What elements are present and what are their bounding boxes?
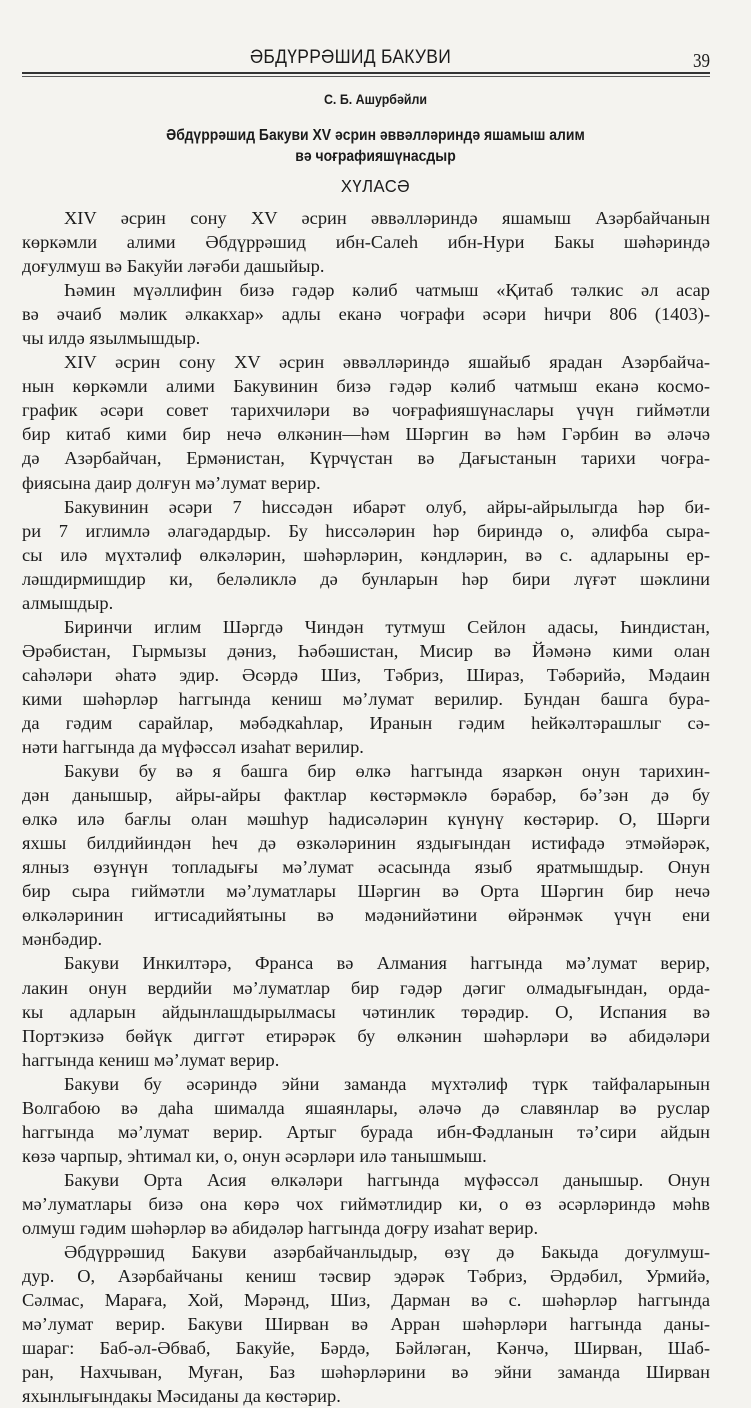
- text-line: Әрәбистан, Гырмызы дәниз, Һәбәшистан, Мисир вә Йәмәнә кими олан: [22, 640, 710, 661]
- header-rule: [22, 72, 710, 74]
- text-line: яхынлығындакы Мәсиданы да көстәрир.: [22, 1386, 341, 1407]
- text-line: көркәмли алими Әбдүррәшид ибн-Салеһ ибн-Нури Бакы шәһәриндә: [22, 232, 710, 253]
- text-line: Бакуви бу әсәриндә эйни заманда мүхтәлиф түрк тайфаларынын: [64, 1073, 710, 1094]
- text-line: шараг: Баб-әл-Әбваб, Бакуйе, Бәрдә, Бәйләган, Кәнчә, Ширван, Шаб-: [22, 1338, 710, 1359]
- text-line: дән данышыр, айры-айры фактлар көстәрмәклә бәрабәр, бә’зән дә бу: [22, 785, 710, 806]
- running-title: ӘБДҮРРӘШИД БАКУВИ: [250, 47, 452, 68]
- text-line: Әбдүррәшид Бакуви азәрбайчанлыдыр, өзү дә Бакыда доғулмуш-: [64, 1242, 710, 1263]
- text-line: чы илдә язылмышдыр.: [22, 328, 201, 349]
- text-line: Бакуви Инкилтәрә, Франса вә Алмания һаггында мә’лумат верир,: [64, 953, 710, 974]
- paragraph: [22, 1072, 710, 1168]
- text-line: Биринчи иглим Шәргдә Чиндән тутмуш Сейлон адасы, Һиндистан,: [64, 616, 710, 637]
- text-line: график әсәри совет тарихчиләри вә чоғрафияшүнаслары үчүн гиймәтли: [22, 400, 710, 421]
- text-line: кими шәһәрләр һаггында кениш мә’лумат верилир. Бундан башга бура-: [22, 688, 710, 709]
- text-line: нын көркәмли алими Бакувинин бизә гәдәр кәлиб чатмыш еканә космо-: [22, 376, 710, 397]
- text-line: яхшы билдийиндән һеч дә өзкәләринин яздығындан истифадә этмәйәрәк,: [22, 833, 710, 854]
- article-title: [0, 125, 751, 167]
- text-line: өлкә илә бағлы олан мәшһур һадисәләрин күнүнү көстәрир. О, Шәрги: [22, 809, 710, 830]
- text-line: дә Азәрбайчан, Ермәнистан, Күрчүстан вә Дағыстанын тарихи чоғра-: [22, 448, 710, 469]
- text-line: һаггында кениш мә’лумат верир.: [22, 1049, 280, 1070]
- paragraph: [22, 278, 710, 350]
- text-line: саһәләри әһатә эдир. Әсәрдә Шиз, Тәбриз, Шираз, Тәбәрийә, Мәдаин: [22, 664, 710, 685]
- text-line: ран, Нахчыван, Муған, Баз шәһәрләрини вә эйни заманда Ширван: [22, 1362, 710, 1383]
- text-line: көзә чарпыр, эһтимал ки, о, онун әсәрләри илә танышмыш.: [22, 1145, 487, 1166]
- page-number: 39: [693, 50, 710, 72]
- text-line: кы адларын айдынлашдырылмасы чәтинлик төрәдир. О, Испания вә: [22, 1001, 710, 1022]
- header-rule-thin: [22, 76, 710, 77]
- text-line: Бакувинин әсәри 7 һиссәдән ибарәт олуб, айры-айрылыгда һәр би-: [64, 496, 710, 517]
- text-line: һаггында мә’лумат верир. Артыг бурада ибн-Фәдланын тә’сири айдын: [22, 1121, 710, 1142]
- paragraph: [22, 951, 710, 1071]
- text-line: бир китаб кими бир нечә өлкәнин—һәм Шәргин вә һәм Гәрбин вә әләчә: [22, 424, 710, 445]
- text-line: нәти һаггында да мүфәссәл изаһат верилир.: [22, 737, 364, 758]
- text-line: дур. О, Азәрбайчаны кениш тәсвир эдәрәк Тәбриз, Әрдәбил, Урмийә,: [22, 1266, 710, 1287]
- text-line: Бакуви бу вә я башга бир өлкә һаггында язаркән онун тарихин-: [64, 761, 710, 782]
- text-line: бир сыра гиймәтли мә’луматлары Шәргин вә Орта Шәргин бир нечә: [22, 881, 710, 902]
- article-title-line: вә чоғрафияшүнасдыр: [295, 148, 456, 165]
- paragraph: [22, 350, 710, 494]
- text-line: ялныз өзүнүн топладығы мә’лумат әсасында языб яратмышдыр. Онун: [22, 857, 710, 878]
- text-line: лакин онун вердийи мә’луматлар бир гәдәр дәгиг олмадығындан, орда-: [22, 977, 710, 998]
- text-line: да гәдим сарайлар, мәбәдкаһлар, Иранын гәдим һейкәлтәрашлыг сә-: [22, 712, 710, 733]
- text-line: Һәмин мүәллифин бизә гәдәр кәлиб чатмыш «Қитаб тәлкис әл асар: [64, 280, 710, 301]
- summary-heading: ХҮЛАСӘ: [340, 176, 411, 196]
- author-name: С. Б. Ашурбәйли: [323, 92, 428, 107]
- paragraph: [22, 1240, 710, 1408]
- text-line: ри 7 иглимлә әлагәдардыр. Бу һиссәләрин һәр бириндә о, әлифба сыра-: [22, 520, 710, 541]
- text-line: Портэкизә бөйүк диггәт етирәрәк бу өлкәнин шәһәрләри вә абидәләри: [22, 1025, 710, 1046]
- text-line: XIV әсрин сону XV әсрин әввәлләриндә яшамыш Азәрбайчанын: [64, 208, 710, 228]
- text-line: Волгабою вә даһа шималда яшаянлары, әләчә дә славянлар вә руслар: [22, 1097, 710, 1118]
- article-body: [22, 206, 710, 1408]
- text-line: өлкәләринин игтисадийятыны вә мәдәнийәтини өйрәнмәк үчүн ени: [22, 905, 710, 926]
- text-line: фиясына даир долғун мә’лумат верир.: [22, 472, 321, 493]
- text-line: доғулмуш вә Бакуйи ләғәби дашыйыр.: [22, 256, 325, 277]
- text-line: мә’луматлары бизә она көрә чох гиймәтлидир ки, о өз әсәрләриндә мәһв: [22, 1193, 710, 1214]
- article-title-line: Әбдүррәшид Бакуви XV әсрин әввәлләриндә яшамыш алим: [166, 127, 585, 144]
- text-line: XIV әсрин сону XV әсрин әввәлләриндә яшайыб ярадан Азәрбайча-: [64, 352, 710, 373]
- text-line: сы илә мүхтәлиф өлкәләрин, шәһәрләрин, кәндләрин, вә с. адларыны ер-: [22, 544, 710, 565]
- text-line: Сәлмас, Марағa, Хой, Мәрәнд, Шиз, Дарман вә с. шәһәрләр һаггында: [22, 1290, 710, 1311]
- paragraph: [22, 206, 710, 278]
- text-line: мәнбәдир.: [22, 929, 103, 950]
- text-line: вә әчаиб мәлик әлкакхар» адлы еканә чоғрафи әсәри һичри 806 (1403)-: [22, 304, 710, 325]
- text-line: Бакуви Орта Асия өлкәләри һаггында мүфәссәл данышыр. Онун: [64, 1169, 710, 1190]
- paragraph: [22, 495, 710, 615]
- text-line: алмышдыр.: [22, 592, 114, 613]
- paragraph: [22, 615, 710, 759]
- running-header: [22, 44, 710, 74]
- text-line: мә’лумат верир. Бакуви Ширван вә Арран шәһәрләри һаггында даны-: [22, 1314, 710, 1335]
- text-line: ләшдирмишдир ки, беләликлә дә бунларын һәр бири лүғәт шәклини: [22, 568, 710, 589]
- paragraph: [22, 759, 710, 951]
- text-line: олмуш гәдим шәһәрләр вә абидәләр һаггында доғру изаһат верир.: [22, 1217, 539, 1238]
- paragraph: [22, 1168, 710, 1240]
